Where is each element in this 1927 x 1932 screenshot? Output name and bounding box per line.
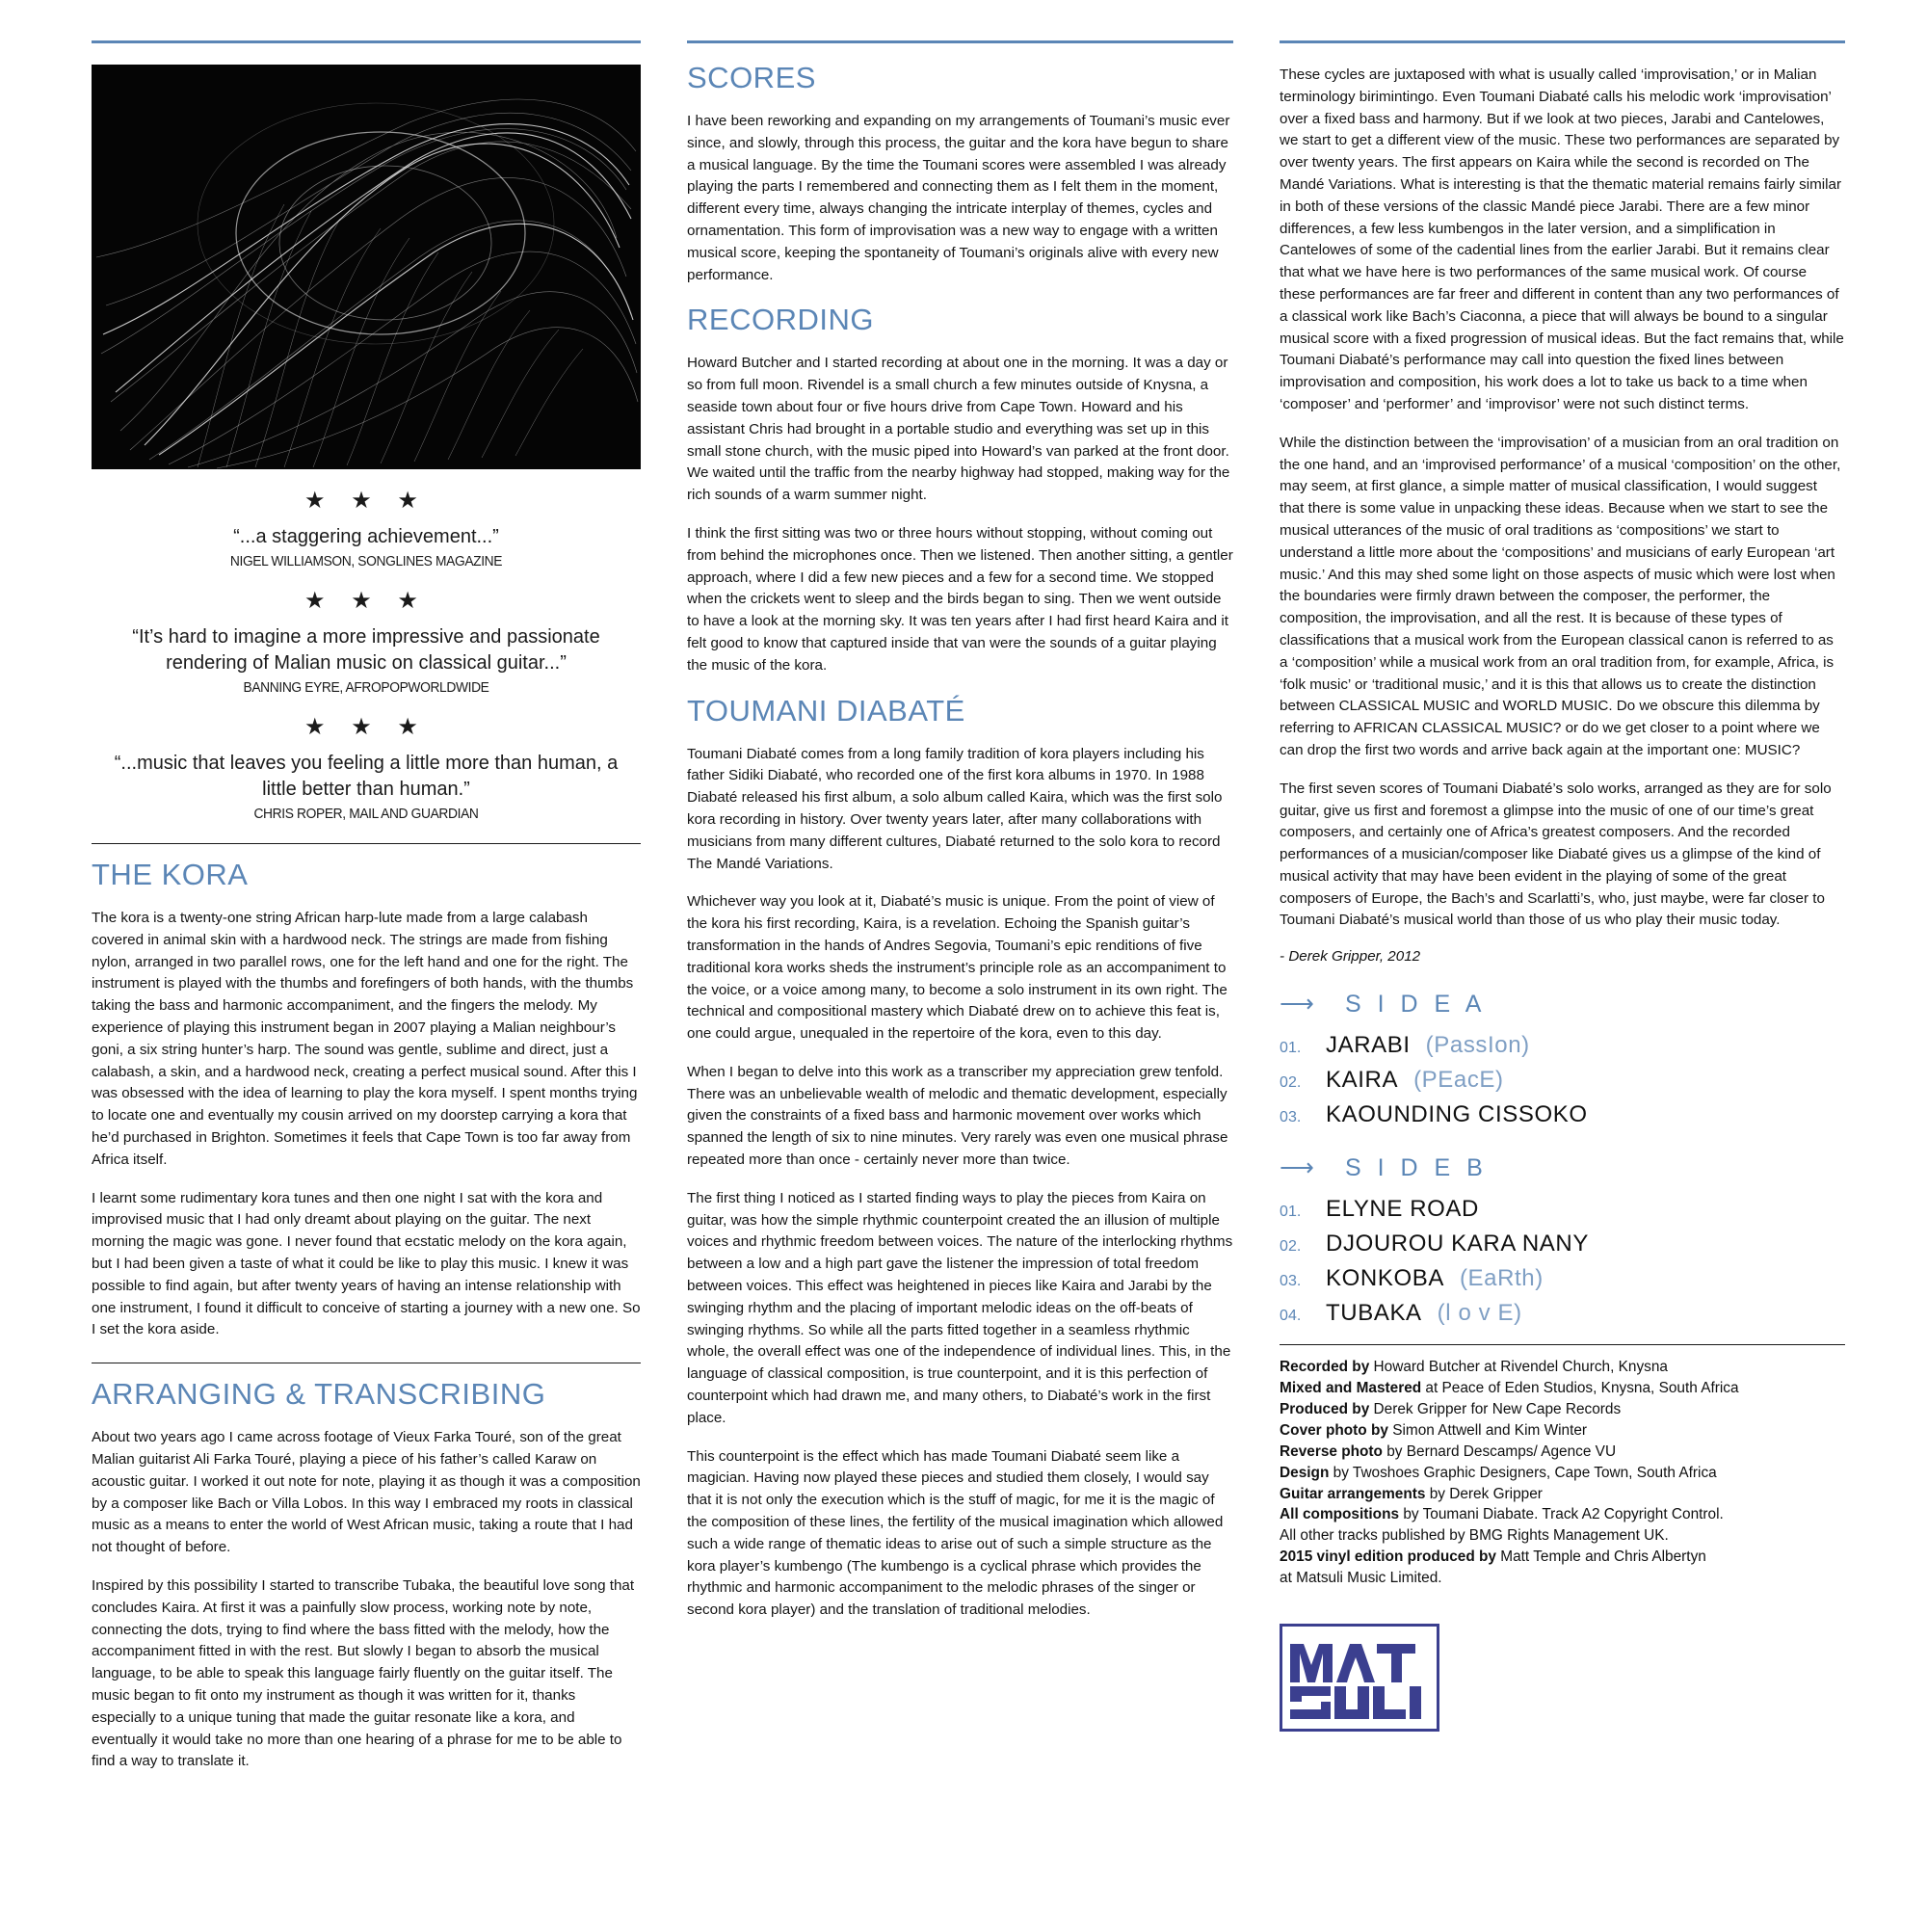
credit-text: at Peace of Eden Studios, Knysna, South Africa: [1421, 1380, 1739, 1397]
credit-text: by Bernard Descamps/ Agence VU: [1382, 1442, 1617, 1460]
cover-photo: [92, 65, 641, 469]
track-row[interactable]: [1280, 1196, 1845, 1223]
credit-line: [1280, 1525, 1845, 1547]
credit-line: [1280, 1547, 1845, 1568]
section-heading-toumani-diabate: TOUMANI DIABATÉ: [687, 693, 965, 728]
credit-text: Derek Gripper for New Cape Records: [1369, 1401, 1622, 1418]
credit-label: Mixed and Mastered: [1280, 1380, 1422, 1397]
left-column: [92, 40, 641, 1773]
credit-text: Howard Butcher at Rivendel Church, Knysna: [1369, 1359, 1668, 1376]
matsuli-logo-mark: [1282, 1627, 1431, 1723]
credit-line: [1280, 1420, 1845, 1442]
credit-line: [1280, 1357, 1845, 1378]
track-row[interactable]: [1280, 1032, 1845, 1059]
paragraph: Whichever way you look at it, Diabaté’s music is unique. From the point of view of the kora his first recording, Kaira, is a revelation. Echoing the Spanish guitar’s transformation in the hands of Andres Segovia, Toumani’s epic renditions of five traditional kora works sheds the instrument’s principle role as an accompaniment to the voice, or a voice among many, to become a solo instrument in its own right. The technical and compositional mastery which Diabaté drew on to achieve this feat is, one could argue, unequaled in the repertoire of the kora, even to this day.: [687, 893, 1227, 1043]
review-source: CHRIS ROPER, MAIL AND GUARDIAN: [253, 806, 479, 822]
track-title: TUBAKA: [1326, 1300, 1422, 1327]
track-title: KAOUNDING CISSOKO: [1326, 1101, 1588, 1128]
paragraph: This counterpoint is the effect which has made Toumani Diabaté seem like a magician. Having now played these pieces and studied them closely, I would say that it is not only the execution which is the stuff of magic, for me it is the magic of the composition of these lines, the fertility of the musical imagination which allowed such a wide range of thematic ideas to arise out of such a simple structure as the kora player’s kumbengo (The kumbengo is a cyclical phrase which provides the rhythmic and harmonic accompaniment to the melodic phrases of the singer or second kora player) and the translation of traditional melodies.: [687, 1447, 1224, 1619]
section-heading-arranging-transcribing: ARRANGING & TRANSCRIBING: [92, 1377, 546, 1412]
credit-line: [1280, 1484, 1845, 1505]
three-column-layout: [92, 40, 1845, 1773]
paragraph: About two years ago I came across footage of Vieux Farka Touré, son of the great Malian guitarist Ali Farka Touré, playing a piece of his father’s called Karaw on acoustic guitar. I worked it out note for note, playing it as though it was a composition by a composer like Bach or Villa Lobos. In this way I embraced my roots in classical music as a means to enter the world of West African music, taking a route that I had not thought of before.: [92, 1429, 641, 1556]
review-source: NIGEL WILLIAMSON, SONGLINES MAGAZINE: [229, 553, 503, 569]
credit-text: by Toumani Diabate. Track A2 Copyright Control.: [1399, 1506, 1724, 1523]
paragraph: While the distinction between the ‘improvisation’ of a musician from an oral tradition on the one hand, and an ‘improvised performance’ of a musical ‘composition’ on the other, may seem, at first glance, a simple matter of musical classification, I would suggest that there is some value in unpacking these ideas. Because when we start to see the musical utterances of the music of oral traditions as ‘compositions’ we start to understand a little more about the ‘compositions’ and musicians of early European ‘art music.’ And this may shed some light on those aspects of music which were lost when the boundaries were firmly drawn between the composer, the performer, the composition, the improvisation, and all the rest. It is because of these types of classifications that a musical work from the European classical canon is referred to as a ‘composition’ while a musical work from an oral tradition from, for example, Africa, is ‘folk music’ or ‘traditional music,’ and it is this that allows us to create the distinction between CLASSICAL MUSIC and WORLD MUSIC. Do we obscure this dilemma by referring to AFRICAN CLASSICAL MUSIC? or do we get closer to a point where we can drop the first two words and arrive back again at the important one: MUSIC?: [1280, 434, 1841, 758]
divider: [1280, 1344, 1845, 1345]
track-row[interactable]: [1280, 1067, 1845, 1094]
divider: [92, 843, 641, 844]
credit-line: [1280, 1378, 1845, 1399]
column-top-rule-right: [1280, 40, 1845, 43]
credit-label: 2015 vinyl edition produced by: [1280, 1548, 1496, 1566]
track-title: DJOUROU KARA NANY: [1326, 1231, 1589, 1257]
review-quote: “...music that leaves you feeling a little more than human, a little better than human.”: [114, 753, 619, 800]
track-title: ELYNE ROAD: [1326, 1196, 1479, 1223]
side-b-label: S I D E B: [1345, 1153, 1488, 1181]
track-number: 03.: [1280, 1273, 1302, 1290]
credit-label: Cover photo by: [1280, 1421, 1388, 1439]
paragraph: The first thing I noticed as I started finding ways to play the pieces from Kaira on guitar, was how the simple rhythmic counterpoint created the an illusion of multiple voices and rhythmic freedom between voices. The nature of the interlocking rhythms between a low and a high part gave the listener the impression of total freedom between voices. This effect was heightened in pieces like Kaira and Jarabi by the swinging rhythm and the placing of important melodic ideas on the off-beats of swinging rhythms. So while all the parts fitted together in a seamless rhythmic whole, the overall effect was one of the independence of individual lines. This, in the language of classical composition, is true counterpoint, and it is this perfection of counterpoint which had drawn me, and many others, to Diabaté’s work in the first place.: [687, 1189, 1233, 1426]
credit-line: [1280, 1568, 1845, 1589]
track-number: 02.: [1280, 1238, 1302, 1256]
credit-text: Simon Attwell and Kim Winter: [1387, 1421, 1588, 1439]
credit-label: Recorded by: [1280, 1359, 1370, 1376]
credit-label: All compositions: [1280, 1506, 1400, 1523]
arrow-right-icon: ⟶: [1280, 991, 1314, 1019]
track-number: 03.: [1280, 1109, 1302, 1126]
track-number: 02.: [1280, 1074, 1302, 1092]
credits-block: [1280, 1357, 1845, 1589]
paragraph: Toumani Diabaté comes from a long family tradition of kora players including his father Sidiki Diabaté, who recorded one of the first kora albums in 1970. In 1988 Diabaté released his first album, a solo album called Kaira, which was the first solo kora recording in history. Over twenty years later, after many collaborations with musicians from many different cultures, Diabaté returned to the solo kora to record The Mandé Variations.: [687, 745, 1223, 872]
side-a-label: S I D E A: [1345, 990, 1487, 1018]
section-heading-recording: RECORDING: [687, 303, 874, 337]
track-row[interactable]: [1280, 1265, 1845, 1292]
credit-text: by Derek Gripper: [1425, 1485, 1543, 1502]
section-heading-the-kora: THE KORA: [92, 858, 249, 891]
track-subtitle: (PEacE): [1413, 1067, 1504, 1094]
track-row[interactable]: [1280, 1300, 1845, 1327]
track-title: KONKOBA: [1326, 1265, 1444, 1292]
track-title: KAIRA: [1326, 1067, 1399, 1094]
credit-text: at Matsuli Music Limited.: [1280, 1570, 1442, 1587]
credit-label: Produced by: [1280, 1401, 1370, 1418]
review-source: BANNING EYRE, AFROPOPWORLDWIDE: [243, 679, 489, 696]
credit-label: Design: [1280, 1464, 1330, 1481]
track-title: JARABI: [1326, 1032, 1411, 1059]
column-top-rule-middle: [687, 40, 1233, 43]
paragraph: I learnt some rudimentary kora tunes and then one night I sat with the kora and improvised music that I had only dreamt about playing on the guitar. The next morning the magic was gone. I never found that ecstatic melody on the kora again, but I had been given a taste of what it could be like to play this music. I knew it was possible to find again, but after twenty years of having an intense relationship with one instrument, I found it difficult to conceive of starting a journey with a new one. So I set the kora aside.: [92, 1189, 641, 1338]
track-number: 04.: [1280, 1308, 1302, 1325]
paragraph: These cycles are juxtaposed with what is usually called ‘improvisation,’ or in Malian terminology birimintingo. Even Toumani Diabaté calls his melodic work ‘improvisation’ over a fixed bass and harmony. But if we look at two pieces, Jarabi and Cantelowes, we start to get a different view of the music. These two performances are separated by over twenty years. The first appears on Kaira while the second is recorded on The Mandé Variations. What is interesting is that the thematic material remains fairly similar in both of these versions of the classic Mandé piece Jarabi. There are a few minor differences, a few less kumbengos in the later version, and a simplification in Cantelowes of some of the cadential lines from the earlier Jarabi. But it remains clear that what we have here is two performances of the same musical work. Of course these performances are far freer and different in content than any two performances of a classical work like Bach’s Ciaconna, a piece that will always be bound to a singular musical score with a fixed progression of musical ideas. But the fact remains that, while Toumani Diabaté’s performance may call into question the fixed lines between improvisation and composition, his work does a lot to take us back to a time when ‘composer’ and ‘performer’ and ‘improvisor’ were not such distinct terms.: [1280, 66, 1844, 412]
review-quote: “...a staggering achievement...”: [233, 526, 499, 547]
side-a-heading: [1280, 990, 1845, 1019]
paragraph: Inspired by this possibility I started to transcribe Tubaka, the beautiful love song that concludes Kaira. At first it was a painfully slow process, working note by note, connecting the dots, trying to find where the bass fitted with the melody, how the accompaniment fitted in with the rest. But slowly I began to absorb the musical language, to be able to speak this language fairly fluently on the guitar itself. The music began to fit onto my instrument as though it was written for it, thanks especially to a unique tuning that made the guitar resonate like a kora, and eventually it would take no more than one hearing of a phrase for me to be able to find a way to translate it.: [92, 1576, 635, 1770]
paragraph: I have been reworking and expanding on my arrangements of Toumani’s music ever since, and slowly, through this process, the guitar and the kora have begun to share a musical language. By the time the Toumani scores were assembled I was already playing the parts I remembered and connecting them as I felt them in the moment, different every time, always changing the intricate interplay of themes, cycles and ornamentation. This form of improvisation was a new way to engage with a written musical score, keeping the spontaneity of Toumani’s originals alive with every new performance.: [687, 113, 1230, 283]
arrow-right-icon: ⟶: [1280, 1154, 1314, 1182]
side-b-heading: [1280, 1153, 1845, 1182]
track-subtitle: (l o v E): [1437, 1300, 1522, 1327]
credit-label: Guitar arrangements: [1280, 1485, 1426, 1502]
column-top-rule-left: [92, 40, 641, 43]
paragraph: The kora is a twenty-one string African harp-lute made from a large calabash covered in animal skin with a hardwood neck. The strings are made from fishing nylon, arranged in two parallel rows, one for the left hand and one for the right. The instrument is played with the thumbs and forefingers of both hands, with the thumbs taking the bass and harmonic accompaniment, and the fingers the melody. My experience of playing this instrument began in 2007 playing a Malian neighbour’s goni, a six string hunter’s harp. The sound was gentle, sublime and direct, just a calabash, a skin, and a hardwood neck, creating a perfect musical sound. After this I was obsessed with the idea of learning to play the kora myself. I spent months trying to locate one and eventually my cousin arrived on my doorstep carrying a kora that he’d purchased in Brighton. Sometimes it feels that Cape Town is too far away from Africa itself.: [92, 910, 638, 1168]
credit-label: Reverse photo: [1280, 1442, 1383, 1460]
credit-line: [1280, 1442, 1845, 1463]
author-signature: - Derek Gripper, 2012: [1280, 948, 1421, 966]
matsuli-music-logo: [1280, 1624, 1439, 1732]
right-column: [1280, 40, 1845, 1773]
track-number: 01.: [1280, 1204, 1302, 1221]
middle-column: [687, 40, 1233, 1773]
credit-text: All other tracks published by BMG Rights Management UK.: [1280, 1527, 1669, 1545]
paragraph: The first seven scores of Toumani Diabaté’s solo works, arranged as they are for solo guitar, give us first and foremost a glimpse into the music of one of our time’s great composers, and certainly one of Africa’s greatest composers. And the recorded performances of a musician/composer like Diabaté gives us a glimpse of the kind of musical activity that may have been evident in the playing of some of the great composers of Europe, the Bach’s and Scarlatti’s, who, just maybe, were far closer to Toumani Diabaté’s musical world than those of us who play their music today.: [1280, 780, 1832, 929]
review-stars: ★ ★ ★: [304, 488, 428, 514]
credit-text: by Twoshoes Graphic Designers, Cape Town, South Africa: [1329, 1464, 1717, 1481]
track-number: 01.: [1280, 1040, 1302, 1057]
review-quote: “It’s hard to imagine a more impressive and passionate rendering of Malian music on classical guitar...”: [132, 626, 600, 674]
section-heading-scores: SCORES: [687, 61, 816, 94]
review-stars: ★ ★ ★: [304, 588, 428, 614]
credit-text: Matt Temple and Chris Albertyn: [1495, 1548, 1706, 1566]
track-subtitle: (PassIon): [1425, 1032, 1530, 1059]
track-row[interactable]: [1280, 1231, 1845, 1257]
credit-line: [1280, 1504, 1845, 1525]
paragraph: Howard Butcher and I started recording at about one in the morning. It was a day or so from full moon. Rivendel is a small church a few minutes outside of Knysna, a seaside town about four or five hours drive from Cape Town. Howard and his assistant Chris had brought in a portable studio and everything was set up in this small stone church, with the music piped into Howard’s van parked at the front door. We waited until the traffic from the nearby highway had stopped, making way for the rich sounds of a warm summer night.: [687, 355, 1230, 504]
review-stars: ★ ★ ★: [304, 714, 428, 740]
track-row[interactable]: [1280, 1101, 1845, 1128]
cover-photo-artwork: [92, 65, 641, 469]
track-subtitle: (EaRth): [1459, 1265, 1544, 1292]
credit-line: [1280, 1463, 1845, 1484]
paragraph: I think the first sitting was two or three hours without stopping, without coming out from behind the microphones once. Then we listened. Then another sitting, a gentler approach, where I did a few new pieces and a few for a second time. We stopped when the crickets went to sleep and the birds began to sing. Then we went outside to have a look at the morning sky. It was ten years after I had first heard Kaira and it felt good to know that captured inside that van were the sounds of a guitar playing the music of the kora.: [687, 524, 1233, 674]
paragraph: When I began to delve into this work as a transcriber my appreciation grew tenfold. There was an unbelievable wealth of melodic and thematic development, especially given the constraints of a fixed bass and harmonic movement over works which spanned the length of six to nine minutes. Very rarely was even one musical phrase repeated more than once - certainly never more than twice.: [687, 1063, 1228, 1169]
credit-line: [1280, 1399, 1845, 1420]
